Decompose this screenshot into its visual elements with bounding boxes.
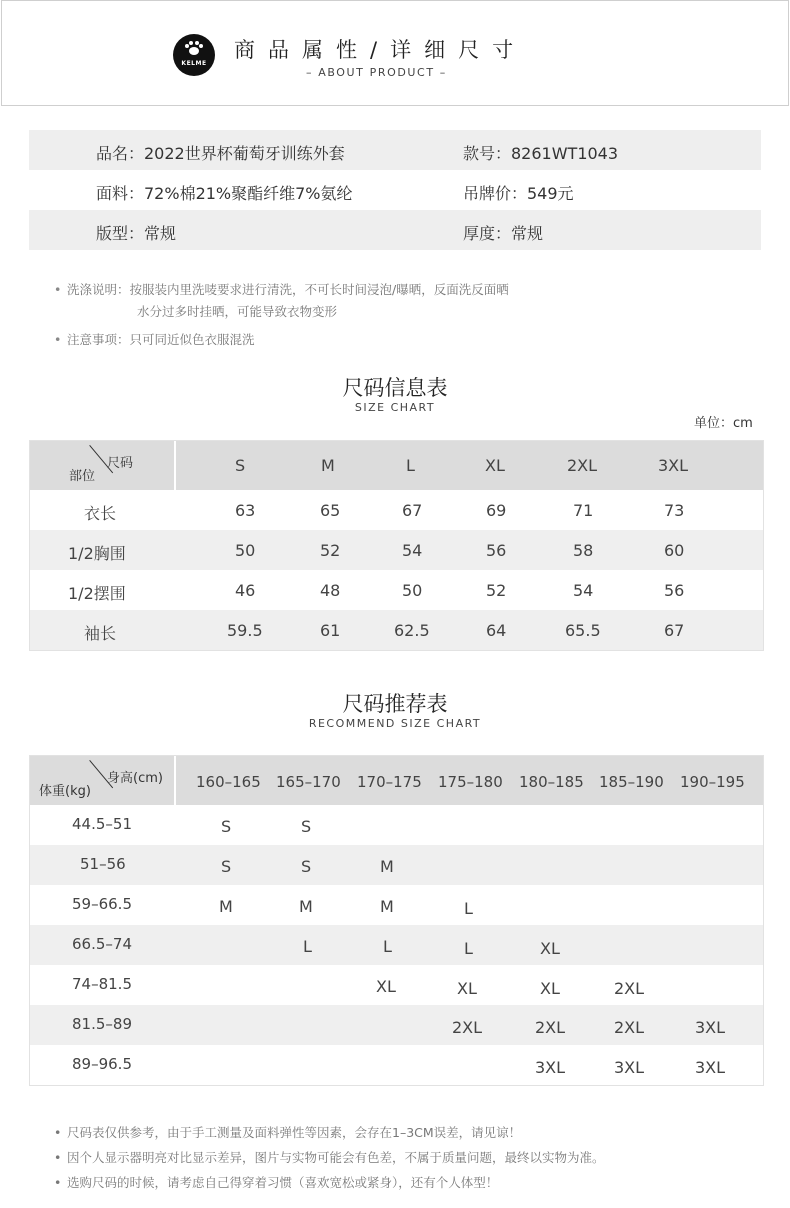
table-cell: 52 <box>320 541 341 560</box>
table-cell: XL <box>540 979 560 998</box>
product-attributes <box>29 130 761 250</box>
corner-height-label: 身高(cm) <box>107 771 163 786</box>
table-cell: XL <box>376 977 396 996</box>
table-cell: L <box>303 937 312 956</box>
recommend-chart-table <box>29 755 764 1086</box>
table-cell: 2XL <box>452 1018 483 1037</box>
part-label: 衣长 <box>84 504 117 523</box>
table-cell: 2XL <box>535 1018 566 1037</box>
size-chart-table <box>29 440 764 651</box>
weight-label: 89–96.5 <box>72 1055 132 1073</box>
table-cell: 54 <box>402 541 423 560</box>
part-label: 1/2摆围 <box>68 584 126 603</box>
corner-part-label: 部位 <box>69 469 96 484</box>
attribute-thickness: 厚度：常规 <box>463 224 544 243</box>
table-cell: 54 <box>573 581 594 600</box>
table-row <box>30 925 763 965</box>
height-header: 185–190 <box>599 773 664 791</box>
table-cell: 58 <box>573 541 594 560</box>
table-cell: S <box>221 817 232 836</box>
table-cell: S <box>221 857 232 876</box>
size-header: XL <box>485 456 505 475</box>
recommend-chart-subtitle: RECOMMEND SIZE CHART <box>308 717 482 730</box>
table-cell: 3XL <box>614 1058 645 1077</box>
footer-note: 选购尺码的时候，请考虑自己得穿着习惯（喜欢宽松或紧身），还有个人体型！ <box>67 1175 499 1190</box>
page-subtitle: – ABOUT PRODUCT – <box>306 66 447 79</box>
attribute-fit: 版型：常规 <box>96 224 177 243</box>
header-divider <box>174 756 176 805</box>
table-row <box>30 805 763 845</box>
height-header: 180–185 <box>519 773 584 791</box>
table-row <box>30 570 763 610</box>
attribute-row <box>29 170 761 210</box>
size-header: L <box>406 456 415 475</box>
size-header: M <box>321 456 335 475</box>
care-notes: • 洗涤说明：按服装内里洗唛要求进行清洗，不可长时间浸泡/曝晒，反面洗反面晒 水分过多时挂晒，可能导致衣物变形 • 注意事项：只可同近似色衣服混洗 <box>54 282 509 347</box>
table-cell: 61 <box>320 621 341 640</box>
attribute-style-no: 款号：8261WT1043 <box>463 144 619 163</box>
table-cell: 65 <box>320 501 341 520</box>
table-cell: 56 <box>664 581 685 600</box>
footer-note: 因个人显示器明亮对比显示差异，图片与实物可能会有色差，不属于质量问题，最终以实物为准。 <box>67 1150 605 1165</box>
size-chart-unit: 单位：cm <box>694 416 753 431</box>
table-cell: L <box>464 899 473 918</box>
table-cell: 63 <box>235 501 256 520</box>
table-cell: M <box>299 897 313 916</box>
table-cell: L <box>464 939 473 958</box>
caution-text: 只可同近似色衣服混洗 <box>129 332 255 347</box>
size-header: 2XL <box>567 456 598 475</box>
table-cell: 69 <box>486 501 507 520</box>
table-cell: 62.5 <box>394 621 430 640</box>
table-row <box>30 610 763 650</box>
page-title: 商品属性/详细尺寸 <box>234 38 527 62</box>
height-header: 170–175 <box>357 773 422 791</box>
attribute-price: 吊牌价：549元 <box>463 184 574 203</box>
corner-weight-label: 体重(kg) <box>39 784 91 799</box>
table-cell: 3XL <box>695 1058 726 1077</box>
table-cell: 59.5 <box>227 621 263 640</box>
caution-label: 注意事项： <box>67 332 130 347</box>
size-header: 3XL <box>658 456 689 475</box>
table-cell: M <box>380 857 394 876</box>
table-cell: S <box>301 857 312 876</box>
brand-logo <box>173 34 215 76</box>
table-cell: 3XL <box>695 1018 726 1037</box>
weight-label: 74–81.5 <box>72 975 132 993</box>
recommend-chart-header <box>30 756 763 805</box>
table-row <box>30 1005 763 1045</box>
weight-label: 66.5–74 <box>72 935 132 953</box>
table-cell: 73 <box>664 501 685 520</box>
table-cell: 50 <box>235 541 256 560</box>
table-cell: S <box>301 817 312 836</box>
table-cell: 50 <box>402 581 423 600</box>
attribute-row <box>29 210 761 250</box>
table-cell: 60 <box>664 541 685 560</box>
table-cell: 56 <box>486 541 507 560</box>
table-cell: 2XL <box>614 979 645 998</box>
paw-icon <box>173 40 215 59</box>
table-cell: 48 <box>320 581 341 600</box>
attribute-name: 品名：2022世界杯葡萄牙训练外套 <box>96 144 345 163</box>
height-header: 165–170 <box>276 773 341 791</box>
table-row <box>30 965 763 1005</box>
table-cell: 64 <box>486 621 507 640</box>
brand-name: KELME <box>181 60 207 67</box>
table-cell: XL <box>457 979 477 998</box>
weight-label: 51–56 <box>80 855 126 873</box>
table-cell: M <box>380 897 394 916</box>
table-cell: 67 <box>664 621 685 640</box>
attribute-row <box>29 130 761 170</box>
wash-text: 按服装内里洗唛要求进行清洗，不可长时间浸泡/曝晒，反面洗反面晒 <box>129 282 509 297</box>
footer-note: 尺码表仅供参考，由于手工测量及面料弹性等因素，会存在1–3CM误差，请见谅！ <box>67 1125 522 1140</box>
height-header: 175–180 <box>438 773 503 791</box>
part-label: 1/2胸围 <box>68 544 126 563</box>
table-row <box>30 885 763 925</box>
weight-label: 81.5–89 <box>72 1015 132 1033</box>
table-cell: 2XL <box>614 1018 645 1037</box>
size-chart-header <box>30 441 763 490</box>
part-label: 袖长 <box>84 624 117 643</box>
table-cell: L <box>383 937 392 956</box>
table-cell: 46 <box>235 581 256 600</box>
wash-label: 洗涤说明： <box>67 282 130 297</box>
height-header: 190–195 <box>680 773 745 791</box>
weight-label: 59–66.5 <box>72 895 132 913</box>
size-header: S <box>235 456 246 475</box>
table-cell: 52 <box>486 581 507 600</box>
height-header: 160–165 <box>196 773 261 791</box>
weight-label: 44.5–51 <box>72 815 132 833</box>
table-cell: XL <box>540 939 560 958</box>
table-cell: 71 <box>573 501 594 520</box>
corner-size-label: 尺码 <box>107 456 134 471</box>
size-chart-title: 尺码信息表 <box>342 376 448 400</box>
attribute-fabric: 面料：72%棉21%聚酯纤维7%氨纶 <box>96 184 353 203</box>
page-header <box>1 0 789 106</box>
table-row <box>30 530 763 570</box>
footer-notes: • 尺码表仅供参考，由于手工测量及面料弹性等因素，会存在1–3CM误差，请见谅！ • 因个人显示器明亮对比显示差异，图片与实物可能会有色差，不属于质量问题，最终以实物为准。 • 选购尺码的时候，请考虑自己得穿着习惯（喜欢宽松或紧身），还有个人体型！ <box>54 1125 605 1190</box>
table-cell: 3XL <box>535 1058 566 1077</box>
table-cell: 67 <box>402 501 423 520</box>
table-cell: M <box>219 897 233 916</box>
recommend-chart-title: 尺码推荐表 <box>342 692 448 716</box>
wash-text-continued: 水分过多时挂晒，可能导致衣物变形 <box>137 304 338 319</box>
table-cell: 65.5 <box>565 621 601 640</box>
table-row <box>30 490 763 530</box>
header-divider <box>174 441 176 490</box>
table-row <box>30 1045 763 1085</box>
table-row <box>30 845 763 885</box>
size-chart-subtitle: SIZE CHART <box>354 401 436 414</box>
